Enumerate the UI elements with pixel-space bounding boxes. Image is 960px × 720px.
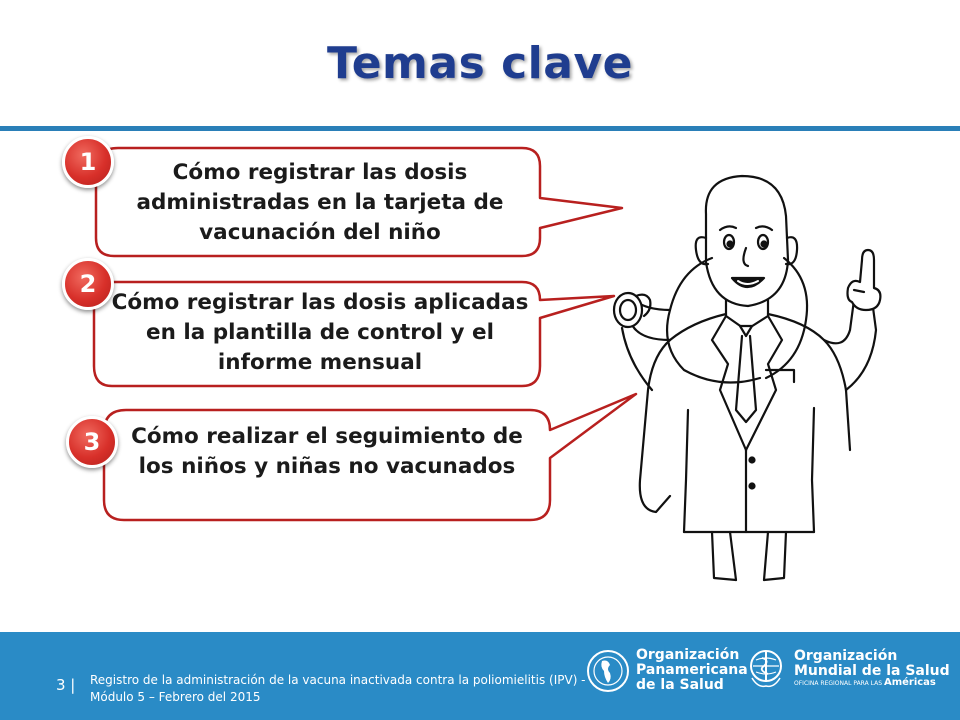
footer-bar [0,632,960,720]
key-topic-2-text: Cómo registrar las dosis aplicadas en la plantilla de control y el informe mensual [111,290,529,375]
paho-logo [586,648,748,693]
page-number: 3 | [56,676,76,694]
paho-logo-line1: Organización [636,647,740,663]
doctor-illustration-icon [600,150,900,590]
number-badge-2: 2 [62,258,114,310]
paho-logo-line2: Panamericana [636,662,748,678]
key-topic-1-text: Cómo registrar las dosis administradas en la tarjeta de vacunación del niño [136,160,504,245]
number-badge-3: 3 [66,416,118,468]
number-badge-1: 1 [62,136,114,188]
who-logo-sub: OFICINA REGIONAL PARA LAS [794,679,883,687]
key-topic-3-text: Cómo realizar el seguimiento de los niños y niñas no vacunados [131,424,523,479]
who-logo [744,646,950,690]
who-logo-region: Américas [883,676,936,688]
paho-emblem-icon [586,649,630,693]
who-logo-line2: Mundial de la Salud [794,662,950,679]
who-emblem-icon [744,646,788,690]
slide-title: Temas clave [327,38,633,89]
footer-caption: Registro de la administración de la vacuna inactivada contra la poliomielitis (IPV) - Módulo 5 – Febrero del 2015 [90,673,586,704]
who-logo-line1: Organización [794,647,898,664]
paho-logo-line3: de la Salud [636,677,724,693]
